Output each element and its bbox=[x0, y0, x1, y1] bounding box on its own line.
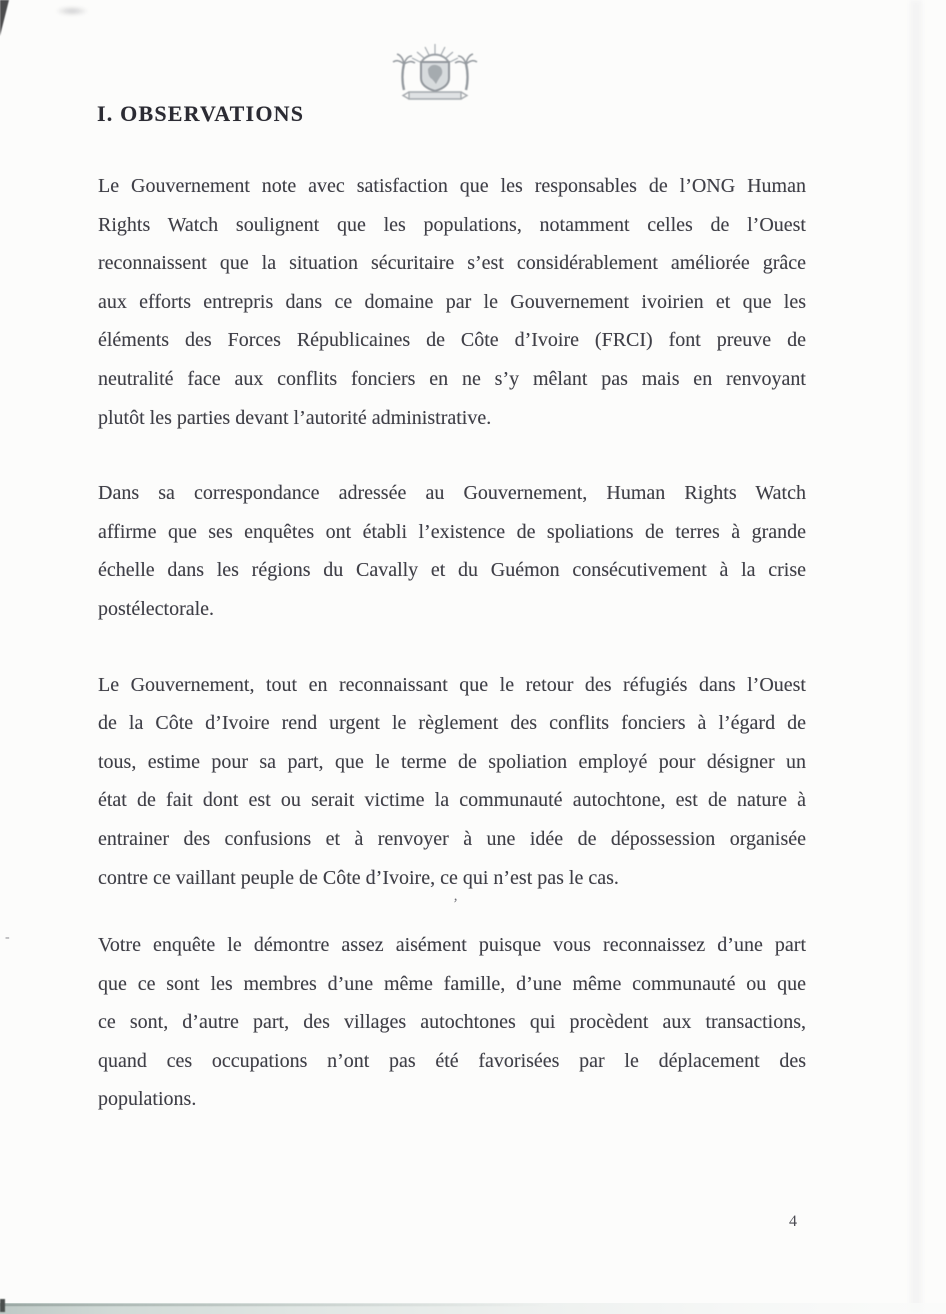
text-line: éléments des Forces Républicaines de Côte d’Ivoire (FRCI) font preuve de bbox=[98, 329, 806, 352]
text-line: Dans sa correspondance adressée au Gouvernement, Human Rights Watch bbox=[98, 482, 806, 505]
text-line: neutralité face aux conflits fonciers en ne s’y mêlant pas mais en renvoyant bbox=[98, 367, 806, 390]
scan-artifact-corner-wedge bbox=[0, 0, 9, 36]
text-line: échelle dans les régions du Cavally et du Guémon consécutivement à la crise bbox=[98, 559, 806, 582]
page-number: 4 bbox=[789, 1213, 797, 1230]
scan-artifact-stray-mark: ’ bbox=[452, 896, 457, 912]
scan-artifact-margin-mark: - bbox=[5, 930, 10, 945]
text-line: que ce sont les membres d’une même famille, d’une même communauté ou que bbox=[98, 972, 806, 995]
text-line: entrainer des confusions et à renvoyer à une idée de dépossession organisée bbox=[98, 827, 806, 850]
scan-artifact-bottom-corner bbox=[0, 1299, 5, 1312]
text-line: quand ces occupations n’ont pas été favorisées par le déplacement des bbox=[98, 1049, 806, 1072]
paragraph bbox=[98, 666, 806, 898]
text-line: populations. bbox=[98, 1088, 197, 1111]
paragraph bbox=[98, 926, 806, 1119]
text-line: postélectorale. bbox=[98, 597, 215, 620]
text-block bbox=[98, 167, 806, 1119]
scan-artifact-right-band bbox=[910, 0, 922, 1314]
text-line: état de fait dont est ou serait victime la communauté autochtone, est de nature à bbox=[98, 789, 806, 812]
text-line: reconnaissent que la situation sécuritaire s’est considérablement améliorée grâce bbox=[98, 252, 806, 275]
text-line: Le Gouvernement, tout en reconnaissant que le retour des réfugiés dans l’Ouest bbox=[98, 673, 806, 696]
text-line: Le Gouvernement note avec satisfaction que les responsables de l’ONG Human bbox=[98, 175, 806, 197]
scan-artifact-smudge bbox=[55, 6, 89, 16]
text-line: de la Côte d’Ivoire rend urgent le règlement des conflits fonciers à l’égard de bbox=[98, 712, 806, 735]
coat-of-arms-icon bbox=[391, 42, 479, 102]
text-line: Rights Watch soulignent que les populations, notamment celles de l’Ouest bbox=[98, 213, 806, 236]
text-line: affirme que ses enquêtes ont établi l’existence de spoliations de terres à grande bbox=[98, 520, 806, 543]
paragraph bbox=[98, 167, 806, 437]
paragraph bbox=[98, 474, 806, 628]
section-heading: I. OBSERVATIONS bbox=[97, 101, 305, 126]
text-line: contre ce vaillant peuple de Côte d’Ivoire, ce qui n’est pas le cas. bbox=[98, 866, 619, 889]
text-line: tous, estime pour sa part, que le terme de spoliation employé pour désigner un bbox=[98, 750, 806, 773]
text-line: plutôt les parties devant l’autorité administrative. bbox=[98, 406, 492, 429]
scan-artifact-bottom-edge bbox=[0, 1304, 549, 1306]
text-line: ce sont, d’autre part, des villages autochtones qui procèdent aux transactions, bbox=[98, 1011, 806, 1034]
text-line: Votre enquête le démontre assez aisément puisque vous reconnaissez d’une part bbox=[98, 934, 806, 957]
sun-rays bbox=[412, 44, 458, 62]
text-line: aux efforts entrepris dans ce domaine par le Gouvernement ivoirien et que les bbox=[98, 290, 806, 313]
